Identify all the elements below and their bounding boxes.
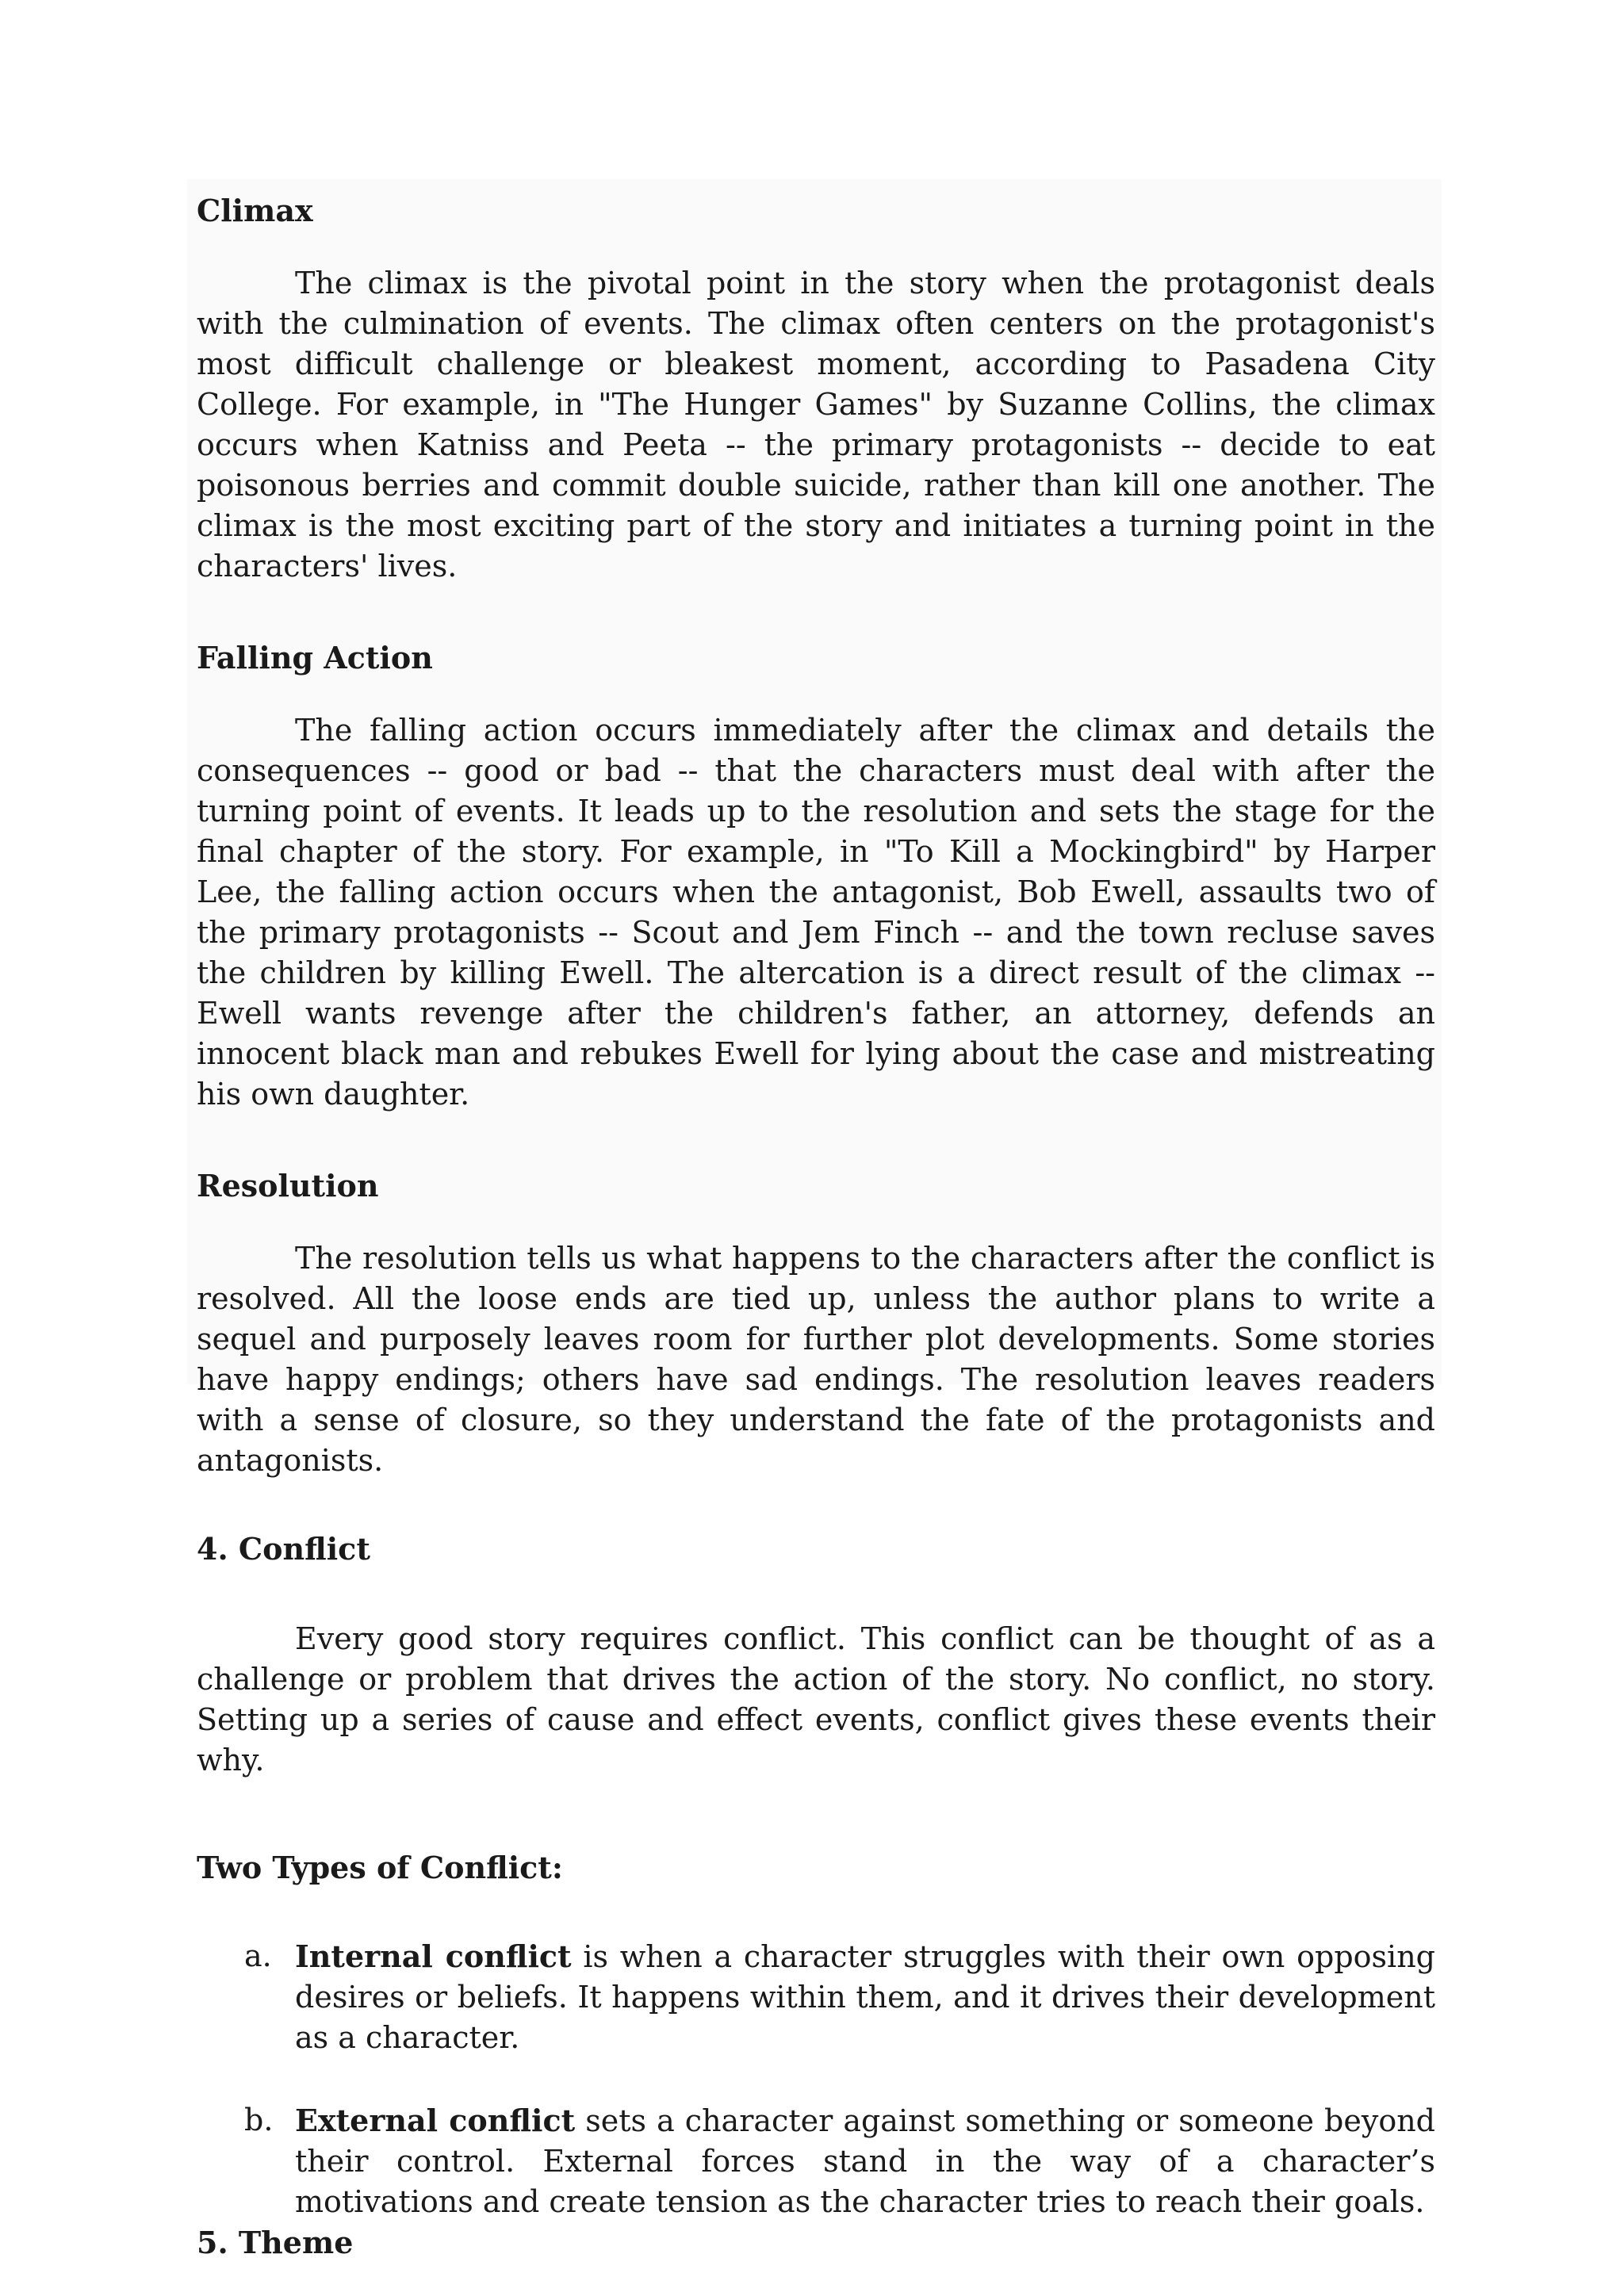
list-item: [197, 2100, 1435, 2222]
list-item-text: sets a character against something or someone beyond their control. External forces stand in the way of a character’s motivations and create tension as the character tries to reach their goals.: [295, 2103, 1436, 2219]
list-item: [197, 1936, 1435, 2058]
climax-heading: Climax: [197, 193, 313, 228]
list-item-text: is when a character struggles with their own opposing desires or beliefs. It happens within them, and it drives their development as a character.: [295, 1939, 1435, 2055]
falling-action-heading: Falling Action: [197, 640, 433, 675]
list-marker: b.: [244, 2103, 274, 2137]
conflict-heading: 4. Conflict: [197, 1531, 370, 1567]
resolution-paragraph: The resolution tells us what happens to the characters after the conflict is resolved. All the loose ends are tied up, unless the author plans to write a sequel and purposely leaves room for further plot developments. Some stories have happy endings; others have sad endings. The resolution leaves readers with a sense of closure, so they understand the fate of the protagonists and antagonists.: [197, 1241, 1435, 1478]
resolution-heading: Resolution: [197, 1168, 379, 1203]
list-item-term: External conflict: [295, 2103, 576, 2138]
list-marker: a.: [244, 1938, 272, 1973]
document-content: [197, 190, 1435, 2263]
conflict-types-list: [197, 1936, 1435, 2222]
climax-paragraph: The climax is the pivotal point in the story when the protagonist deals with the culmination of events. The climax often centers on the protagonist's most difficult challenge or bleakest moment, according to Pasadena City College. For example, in "The Hunger Games" by Suzanne Collins, the climax occurs when Katniss and Peeta -- the primary protagonists -- decide to eat poisonous berries and commit double suicide, rather than kill one another. The climax is the most exciting part of the story and initiates a turning point in the characters' lives.: [197, 266, 1435, 584]
theme-heading: 5. Theme: [197, 2225, 354, 2260]
falling-action-paragraph: The falling action occurs immediately after the climax and details the consequences -- good or bad -- that the characters must deal with after the turning point of events. It leads up to the resolution and sets the stage for the final chapter of the story. For example, in "To Kill a Mockingbird" by Harper Lee, the falling action occurs when the antagonist, Bob Ewell, assaults two of the primary protagonists -- Scout and Jem Finch -- and the town recluse saves the children by killing Ewell. The altercation is a direct result of the climax -- Ewell wants revenge after the children's father, an attorney, defends an innocent black man and rebukes Ewell for lying about the case and mistreating his own daughter.: [197, 713, 1435, 1112]
conflict-types-heading: Two Types of Conflict:: [197, 1850, 563, 1885]
conflict-paragraph: Every good story requires conflict. This conflict can be thought of as a challenge or problem that drives the action of the story. No conflict, no story. Setting up a series of cause and effect events, conflict gives these events their why.: [197, 1621, 1435, 1777]
list-item-term: Internal conflict: [295, 1938, 572, 1974]
